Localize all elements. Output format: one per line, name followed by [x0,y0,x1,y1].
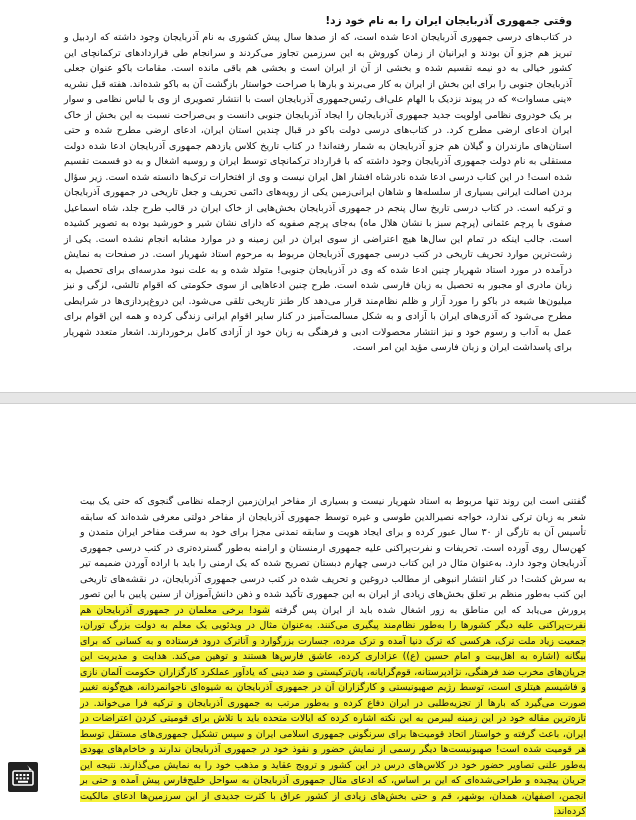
keyboard-icon [8,762,38,792]
page-2-plain-text: گفتنی است این روند تنها مربوط به استاد شهریار نیست و بسیاری از مفاخر ایران‌زمین ازجمله نظامی گنجوی که حتی یک بیت شعر به زبان ترکی ندارد، خواجه نصیرالدین طوسی و غیره توسط جمهوری آذربایجان از مفاخر دولتی معرفی شده‌اند که سابقه تأسیس آن به تازگی از ۳۰ سال عبور کرده و برای ایجاد هویت و سابقه تمدنی مجزا برای خود به سرقت مفاخر ایران متمدن و کهن‌سال روی آورده است. تحریفات و نفرت‌پراکنی علیه جمهوری ارمنستان و ارامنه به‌طور گسترده‌تری در کتب درسی جمهوری آذربایجان وجود دارد. به‌عنوان مثال در این کتاب درسی چهارم دبستان تصریح شده که یک ارمنی را باید با اراده آوردن ضمیمه تیر به سرش کشت! در کنار انتشار انبوهی از مطالب دروغین و تحریف شده در کتب درسی جمهوری آذربایجان، در نقشه‌های تاریخی این کتب به‌طور منظم بر تعلق بخش‌های زیادی از ایران به این جمهوری تأکید شده و ذهن دانش‌آموزان از سنین پایین با این تصور پرورش می‌یابد که این مناطق به زور اشغال شده باید از ایران پس گرفته [80,496,586,616]
page-2-paragraph [80,494,586,820]
page-2-text [80,494,586,820]
highlighted-text: شود! برخی معلمان در جمهوری آذربایجان هم نفرت‌پراکنی علیه دیگر کشورها را به‌طور نظام‌مند پیگیری می‌کنند. به‌عنوان مثال در ویدئویی یک معلم به دولت بزرگ توران، جمعیت زیاد ملت ترک، هرکسی که ترک دنیا آمده و ترک مرده، جسارت بزرگوارد و آتاترک درود فرستاده و به کسانی که برای بیگانه (اشاره به اهل‌بیت و امام حسین (ع)) عزاداری کرده، عاشق فارس‌ها هستند و توهین می‌کند. هدایت و مدیریت این جریان‌های مخرب ضد فرهنگی، نژادپرستانه، قوم‌گرایانه، پان‌ترکیستی و ضد دینی که یادآور عملکرد کارگزاران حکومت آلمان نازی و فاشیسم هیتلری است، توسط رژیم صهیونیستی و کارگزاران آن در جمهوری آذربایجان به شیوه‌ای ناجوانمردانه، هیچ‌گونه تغییر صورت می‌گیرد که بارها از تجزیه‌طلبی در ایران دفاع کرده و به‌طور مرتب به جمهوری آذربایجان و ترکیه فرا می‌خواند. در تازه‌ترین مقاله خود در این زمینه لیبرمن به این نکته اشاره کرده که ایالات متحده باید با تلاش برای قومیتی کردن اعتراضات در ایران، باعث گرفته و خواستار اتحاد قومیت‌ها برای سرنگونی جمهوری اسلامی ایران و سپس تشکیل جمهوری‌های مستقل توسط هر قومیت شده است! صهیونیست‌ها دیگر رسمی از نمایش حضور و نفوذ خود در جمهوری آذربایجان ندارند و خاخام‌های یهودی به‌طور علنی تصاویر حضور خود در کلاس‌های درس در این کشور و ترویج عقاید و مذهب خود را به نمایش می‌گذارند. نتیجه این جریان پیچیده و طراحی‌شده‌ای که این بر اساس، که ادعای مثال جمهوری آذربایجان به سواحل خلیج‌فارس پیش آمده و حتی بر انجمن، اصفهان، همدان، بوشهر، قم و حتی بخش‌های زیادی از کشور عراق با کثرت جدیدی از این سرزمین‌ها ادعای مالکیت کرده‌اند. [80,604,586,817]
document-page-1 [0,0,636,392]
document-page-2 [0,404,636,817]
article-heading: وقتی جمهوری آذربایجان ایران را به نام خود زد! [325,15,572,27]
page-1-text [64,14,572,356]
keyboard-toggle-button[interactable] [8,762,38,792]
page-separator [0,392,636,404]
page-1-paragraph: در کتاب‌های درسی جمهوری آذربایجان ادعا شده است، که از صدها سال پیش کشوری به نام آذربایجان وجود داشته که اردبیل و تبریز هم جزو آن بودند و ایرانیان از زمان کوروش به این سرزمین تجاوز می‌کردند و سرانجام طی قراردادهای ترکمانچای این کشور خیالی به دو نیمه تقسیم شده و بخشی از آن از ایران است و بخشی هم باقی مانده است. مقامات باکو عنوان جعلی آذربایجان جنوبی را برای این بخش از ایران به کار می‌برند و بارها با صراحت خواستار بازگشت آن به باکو شده‌اند. هفته قبل نشریه «ینی مساوات» که در پیوند نزدیک با الهام علی‌اف رئیس‌جمهوری آذربایجان است با انتشار تصویری از وی با لباس نظامی و سوار بر یک خودروی نظامی اولویت جدید جمهوری آذربایجان را ایجاد آذربایجان جنوبی دانست و بی‌صراحت نسبت به این بخش از خاک ایران ادعای ارضی مطرح کرد. در کتاب‌های درسی دولت باکو در قبال چندین استان ایران، ادعای ارضی مطرح شده و حتی استان‌های مازندران و گیلان هم جزو آذربایجان به شمار رفته‌اند! در کتاب تاریخ کلاس یازدهم جمهوری آذربایجان ادعا شده دولت مستقلی به نام دولت جمهوری آذربایجان وجود داشته که با قرارداد ترکمانچای توسط ایران و روسیه اشغال و به دو قسمت تقسیم شده است! در این کتاب درسی ادعا شده نادرشاه افشار اهل ایران نیست و وی از افتخارات ترک‌ها دانسته شده است. زیر سؤال بردن اصالت ایرانی بسیاری از سلسله‌ها و شاهان ایرانی‌زمین یکی از رویه‌های دائمی تحریف و جعل تاریخی در جمهوری آذربایجان و ترکیه است. در کتاب درسی تاریخ سال پنجم در جمهوری آذربایجان بخش‌هایی از خاک ایران در قالب طرح جلد، شاه اسماعیل صفوی با پرچم عثمانی (پرچم سبز با نشان هلال ماه) به‌جای پرچم صفویه که دارای نشان شیر و خورشید بوده به تصویر کشیده است. جالب اینکه در تمام این سال‌ها هیچ اعتراضی از سوی ایران در این زمینه و در موارد مشابه انجام نشده است. یکی از زشت‌ترین موارد تحریف تاریخی در کتب درسی جمهوری آذربایجان مربوط به مرحوم استاد شهریار است. در صفحات به نمایش درآمده در مورد استاد شهریار چنین ادعا شده که وی در آذربایجان جنوبی! متولد شده و به علت نبود مدرسه‌ای برای تحصیل به زبان مادری او مجبور به تحصیل به زبان فارسی شده است. طرح چنین ادعاهایی از سوی حکومتی که اقوام تالشی، لزگی و نیز میلیون‌ها شیعه در باکو را مورد آزار و ظلم نظام‌مند قرار می‌دهد کار طنز تاریخی تلقی می‌شود. این دروغ‌پردازی‌ها در شرایطی مطرح می‌شود که آذری‌های ایران با آزادی و به شکل مسالمت‌آمیز در کنار سایر اقوام ایرانی زندگی کرده و همه این اقوام برای عمل به آداب و رسوم خود و نیز انتشار محصولات ادبی و فرهنگی به زبان خود از آزادی کامل برخوردارند. اشعار متعدد شهریار برای پاسداشت ایران و زبان فارسی مؤید این امر است. [64,32,572,353]
